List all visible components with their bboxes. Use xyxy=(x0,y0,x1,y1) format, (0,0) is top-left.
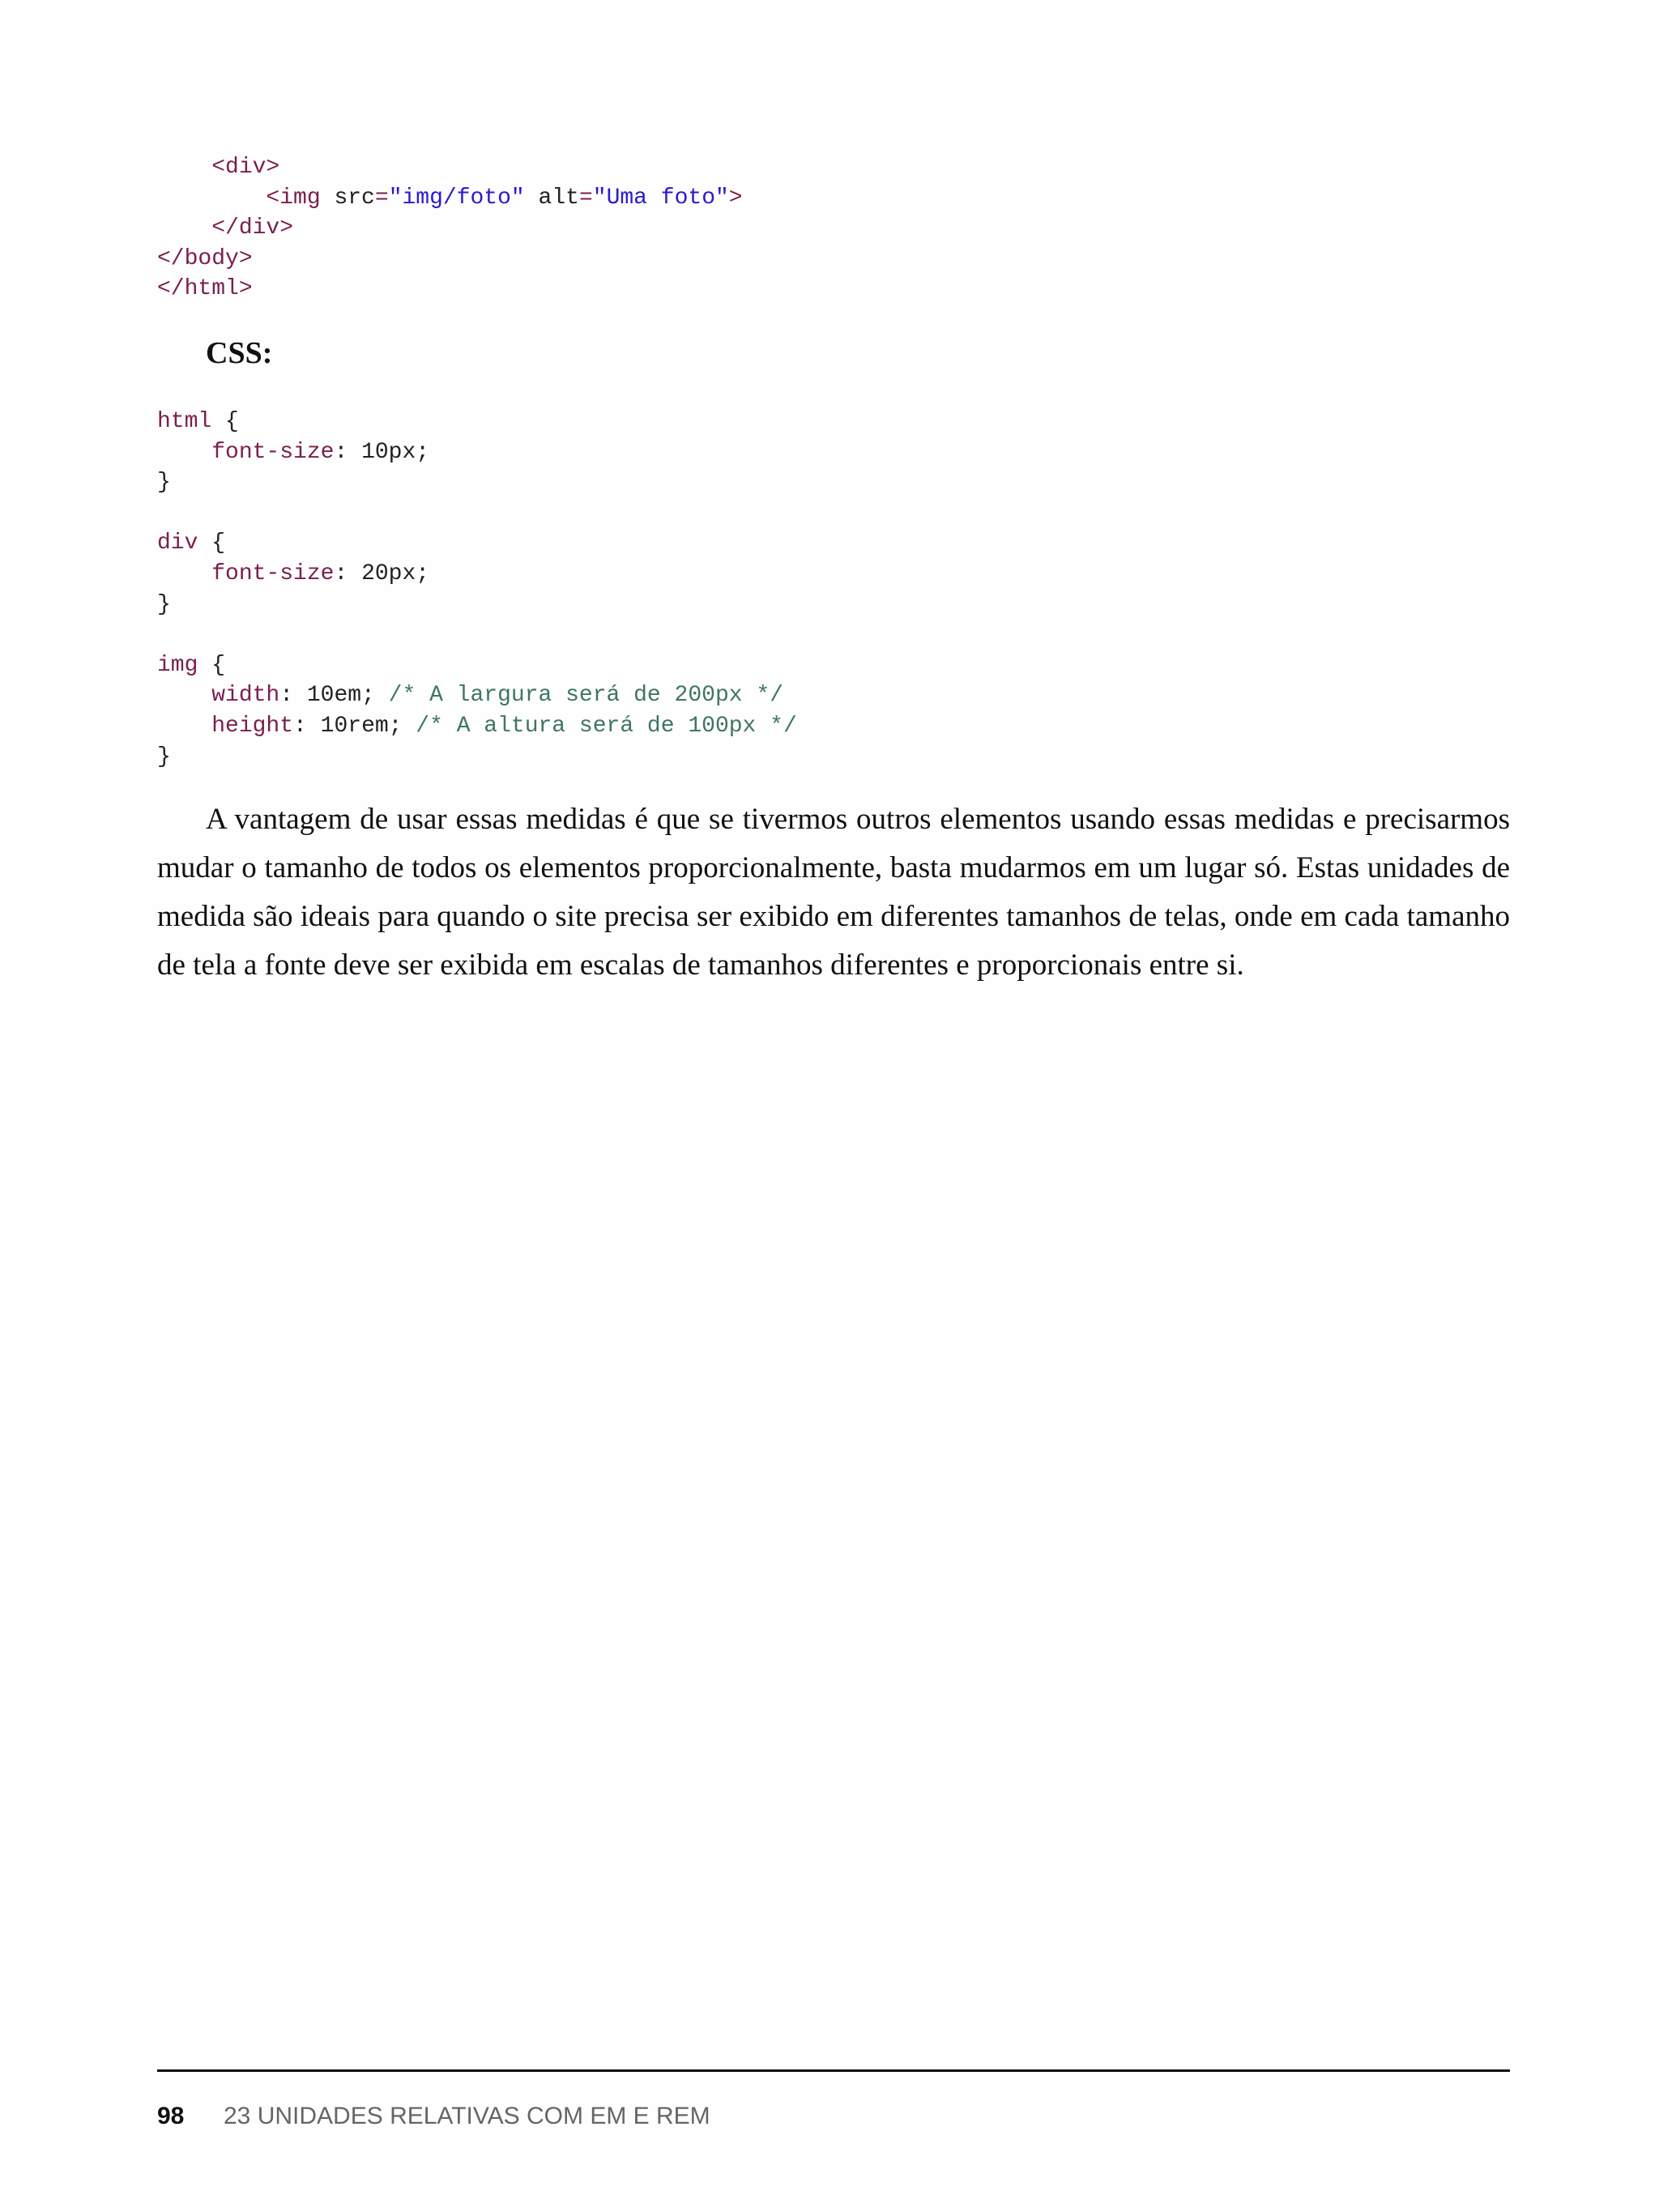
code-line: } xyxy=(157,591,171,617)
css-code-block xyxy=(157,407,797,772)
css-property: font-size xyxy=(211,560,335,586)
html-code-block xyxy=(157,152,743,305)
css-property: height xyxy=(211,713,294,739)
css-selector: div xyxy=(157,531,198,556)
code-line: } xyxy=(157,470,171,496)
code-line xyxy=(157,246,253,271)
css-selector: html xyxy=(157,409,212,434)
code-attribute: alt xyxy=(538,185,579,211)
css-value: 10rem; xyxy=(320,713,416,739)
css-property: width xyxy=(211,683,280,709)
code-line: div { xyxy=(157,531,226,556)
code-tag: </body> xyxy=(157,245,253,271)
section-heading: CSS: xyxy=(206,336,273,370)
page-footer xyxy=(157,2103,710,2130)
code-line: } xyxy=(157,744,171,769)
code-line: html { xyxy=(157,409,239,434)
code-line: font-size: 20px; xyxy=(211,560,430,586)
footer-divider xyxy=(157,2069,1510,2072)
css-value: 10px; xyxy=(361,439,430,465)
code-line: <img src="img/foto" alt="Uma foto"> xyxy=(266,185,743,211)
code-line xyxy=(157,276,253,301)
body-paragraph: A vantagem de usar essas medidas é que se tivermos outros elementos usando essas medidas e precisarmos mudar o tamanho de todos os elementos proporcionalmente, basta mudarmos em um lugar só. Estas unidades de medida são ideais para quando o site precisa ser exibido em diferentes tamanhos de telas, onde em cada tamanho de tela a fonte deve ser exibida em escalas de tamanhos diferentes e proporcionais entre si. xyxy=(157,803,1510,982)
code-tag: <div> xyxy=(211,155,280,180)
code-tag: </html> xyxy=(157,276,253,302)
css-selector: img xyxy=(157,652,198,678)
code-line xyxy=(157,215,293,241)
code-attribute: src xyxy=(334,185,375,211)
css-value: 20px; xyxy=(361,560,430,586)
code-tag: <img xyxy=(266,185,321,211)
code-tag: > xyxy=(728,185,743,211)
code-line: width: 10em; /* A largura será de 200px */ xyxy=(211,683,783,709)
code-tag: </div> xyxy=(211,215,294,241)
css-value: 10em; xyxy=(306,683,389,709)
chapter-title: 23 UNIDADES RELATIVAS COM EM E REM xyxy=(224,2103,710,2129)
code-string: "Uma foto" xyxy=(592,185,729,211)
code-line: height: 10rem; /* A altura será de 100px */ xyxy=(211,713,797,739)
page-number: 98 xyxy=(157,2103,185,2129)
code-comment: /* A largura será de 200px */ xyxy=(388,683,783,709)
code-comment: /* A altura será de 100px */ xyxy=(416,713,797,739)
code-string: "img/foto" xyxy=(388,185,525,211)
css-property: font-size xyxy=(211,439,335,465)
code-line xyxy=(157,155,279,180)
code-line: img { xyxy=(157,652,226,678)
code-line: font-size: 10px; xyxy=(211,439,430,465)
